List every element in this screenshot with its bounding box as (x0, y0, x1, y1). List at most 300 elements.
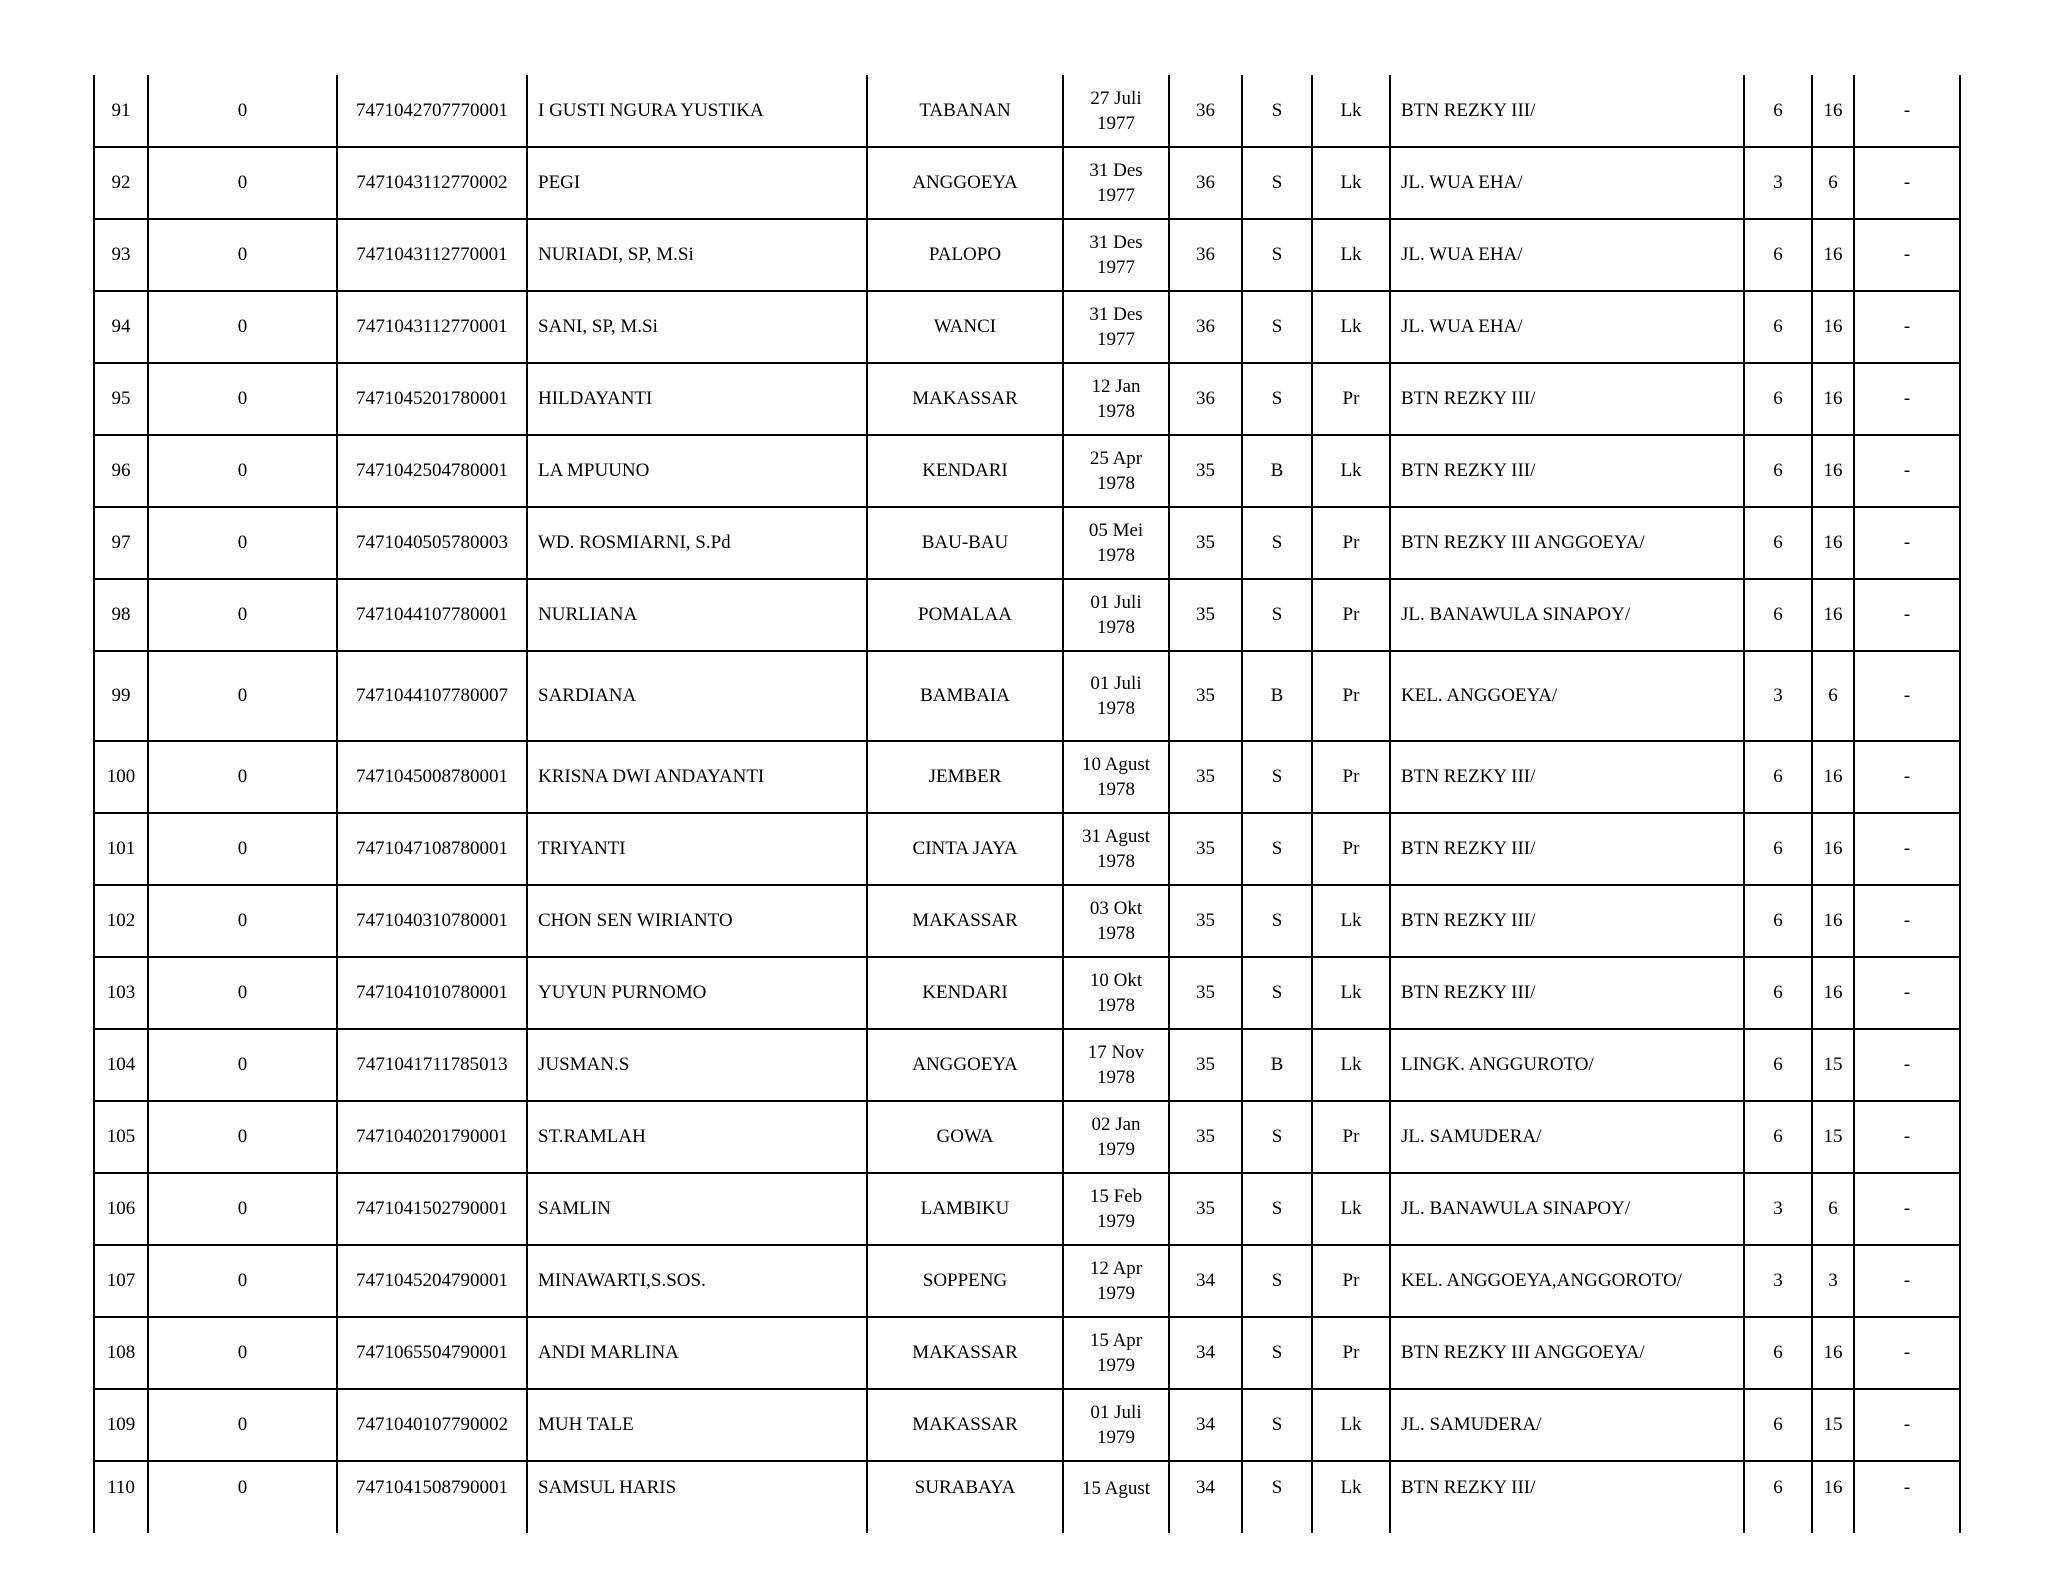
rw-cell: 16 (1812, 885, 1854, 957)
gender-cell: Lk (1312, 1173, 1390, 1245)
marital-status-cell: S (1242, 291, 1312, 363)
gender-cell: Pr (1312, 363, 1390, 435)
name-cell: JUSMAN.S (527, 1029, 867, 1101)
gender-cell: Lk (1312, 1461, 1390, 1533)
birthplace-cell: MAKASSAR (867, 885, 1063, 957)
nik-cell: 7471045204790001 (337, 1245, 527, 1317)
birthplace-cell: ANGGOEYA (867, 1029, 1063, 1101)
age-cell: 35 (1169, 507, 1242, 579)
gender-cell: Lk (1312, 1029, 1390, 1101)
name-cell: I GUSTI NGURA YUSTIKA (527, 75, 867, 147)
birth-year: 1978 (1097, 617, 1135, 638)
table-row (94, 957, 1960, 1029)
gender-cell: Pr (1312, 579, 1390, 651)
nik-cell: 7471040107790002 (337, 1389, 527, 1461)
age-cell: 35 (1169, 1029, 1242, 1101)
birth-day-month: 10 Agust (1081, 754, 1151, 775)
marital-status-cell: S (1242, 363, 1312, 435)
age-cell: 36 (1169, 75, 1242, 147)
table-row (94, 579, 1960, 651)
birth-year: 1978 (1097, 995, 1135, 1016)
address-cell: JL. WUA EHA/ (1390, 219, 1744, 291)
address-cell: BTN REZKY III ANGGOEYA/ (1390, 1317, 1744, 1389)
name-cell: PEGI (527, 147, 867, 219)
table-row (94, 885, 1960, 957)
row-number-cell: 91 (94, 75, 148, 147)
birth-year: 1979 (1097, 1355, 1135, 1376)
gender-cell: Pr (1312, 1101, 1390, 1173)
marital-status-cell: S (1242, 813, 1312, 885)
row-number-cell: 97 (94, 507, 148, 579)
birth-day-month: 31 Des (1089, 304, 1143, 325)
row-number-cell: 94 (94, 291, 148, 363)
rw-cell: 16 (1812, 507, 1854, 579)
birthdate-cell (1063, 75, 1169, 147)
gender-cell: Lk (1312, 885, 1390, 957)
marital-status-cell: S (1242, 1101, 1312, 1173)
age-cell: 34 (1169, 1317, 1242, 1389)
birthplace-cell: KENDARI (867, 435, 1063, 507)
birth-year: 1977 (1097, 257, 1135, 278)
table-row (94, 1173, 1960, 1245)
table-row (94, 219, 1960, 291)
table-row (94, 651, 1960, 741)
birth-day-month: 31 Agust (1081, 826, 1151, 847)
name-cell: HILDAYANTI (527, 363, 867, 435)
zero-cell: 0 (148, 1389, 337, 1461)
birth-day-month: 31 Des (1089, 232, 1143, 253)
marital-status-cell: S (1242, 579, 1312, 651)
birth-year: 1979 (1097, 1211, 1135, 1232)
age-cell: 35 (1169, 957, 1242, 1029)
birthdate-cell (1063, 741, 1169, 813)
zero-cell: 0 (148, 957, 337, 1029)
remarks-cell: - (1854, 1101, 1960, 1173)
address-cell: BTN REZKY III ANGGOEYA/ (1390, 507, 1744, 579)
nik-cell: 7471041502790001 (337, 1173, 527, 1245)
nik-cell: 7471045201780001 (337, 363, 527, 435)
table-row (94, 435, 1960, 507)
birth-day-month: 12 Apr (1089, 1258, 1143, 1279)
birth-year: 1977 (1097, 329, 1135, 350)
rt-cell: 3 (1744, 1245, 1812, 1317)
address-cell: JL. SAMUDERA/ (1390, 1389, 1744, 1461)
remarks-cell: - (1854, 75, 1960, 147)
gender-cell: Pr (1312, 813, 1390, 885)
gender-cell: Lk (1312, 435, 1390, 507)
age-cell: 36 (1169, 291, 1242, 363)
remarks-cell: - (1854, 957, 1960, 1029)
birthdate-cell (1063, 651, 1169, 741)
remarks-cell: - (1854, 435, 1960, 507)
address-cell: BTN REZKY III/ (1390, 1461, 1744, 1533)
zero-cell: 0 (148, 291, 337, 363)
remarks-cell: - (1854, 507, 1960, 579)
rt-cell: 3 (1744, 1173, 1812, 1245)
birth-year: 1978 (1097, 401, 1135, 422)
table-row (94, 741, 1960, 813)
birth-day-month: 15 Agust (1081, 1478, 1151, 1499)
name-cell: CHON SEN WIRIANTO (527, 885, 867, 957)
table-row (94, 147, 1960, 219)
name-cell: ST.RAMLAH (527, 1101, 867, 1173)
remarks-cell: - (1854, 741, 1960, 813)
address-cell: JL. WUA EHA/ (1390, 291, 1744, 363)
address-cell: BTN REZKY III/ (1390, 363, 1744, 435)
birthdate-cell (1063, 813, 1169, 885)
address-cell: BTN REZKY III/ (1390, 885, 1744, 957)
birth-day-month: 15 Feb (1089, 1186, 1143, 1207)
zero-cell: 0 (148, 1101, 337, 1173)
row-number-cell: 105 (94, 1101, 148, 1173)
nik-cell: 7471043112770001 (337, 291, 527, 363)
zero-cell: 0 (148, 219, 337, 291)
nik-cell: 7471043112770001 (337, 219, 527, 291)
birthdate-cell (1063, 363, 1169, 435)
remarks-cell: - (1854, 1029, 1960, 1101)
birth-day-month: 17 Nov (1087, 1042, 1145, 1063)
birthdate-cell (1063, 435, 1169, 507)
rw-cell: 15 (1812, 1101, 1854, 1173)
gender-cell: Pr (1312, 1317, 1390, 1389)
marital-status-cell: S (1242, 1389, 1312, 1461)
remarks-cell: - (1854, 1317, 1960, 1389)
marital-status-cell: S (1242, 507, 1312, 579)
rw-cell: 16 (1812, 957, 1854, 1029)
marital-status-cell: S (1242, 1461, 1312, 1533)
address-cell: BTN REZKY III/ (1390, 741, 1744, 813)
birthdate-cell (1063, 1101, 1169, 1173)
zero-cell: 0 (148, 885, 337, 957)
birth-year: 1979 (1097, 1427, 1135, 1448)
rw-cell: 16 (1812, 435, 1854, 507)
rt-cell: 6 (1744, 435, 1812, 507)
marital-status-cell: S (1242, 1173, 1312, 1245)
name-cell: SAMLIN (527, 1173, 867, 1245)
birthplace-cell: KENDARI (867, 957, 1063, 1029)
birth-year: 1978 (1097, 545, 1135, 566)
address-cell: KEL. ANGGOEYA,ANGGOROTO/ (1390, 1245, 1744, 1317)
birthplace-cell: ANGGOEYA (867, 147, 1063, 219)
birthplace-cell: MAKASSAR (867, 1317, 1063, 1389)
rw-cell: 6 (1812, 1173, 1854, 1245)
rt-cell: 3 (1744, 147, 1812, 219)
rt-cell: 6 (1744, 885, 1812, 957)
name-cell: NURLIANA (527, 579, 867, 651)
address-cell: JL. BANAWULA SINAPOY/ (1390, 579, 1744, 651)
row-number-cell: 98 (94, 579, 148, 651)
birth-day-month: 12 Jan (1091, 376, 1141, 397)
remarks-cell: - (1854, 1389, 1960, 1461)
table-row (94, 813, 1960, 885)
rt-cell: 6 (1744, 363, 1812, 435)
remarks-cell: - (1854, 363, 1960, 435)
zero-cell: 0 (148, 147, 337, 219)
name-cell: SARDIANA (527, 651, 867, 741)
rw-cell: 16 (1812, 219, 1854, 291)
birthplace-cell: GOWA (867, 1101, 1063, 1173)
name-cell: WD. ROSMIARNI, S.Pd (527, 507, 867, 579)
gender-cell: Lk (1312, 957, 1390, 1029)
row-number-cell: 110 (94, 1461, 148, 1533)
age-cell: 35 (1169, 579, 1242, 651)
birth-day-month: 31 Des (1089, 160, 1143, 181)
zero-cell: 0 (148, 1317, 337, 1389)
row-number-cell: 99 (94, 651, 148, 741)
birth-day-month: 15 Apr (1089, 1330, 1143, 1351)
table-body (94, 75, 1960, 1533)
birth-year: 1979 (1097, 1139, 1135, 1160)
gender-cell: Lk (1312, 147, 1390, 219)
marital-status-cell: S (1242, 219, 1312, 291)
rt-cell: 6 (1744, 219, 1812, 291)
birthdate-cell (1063, 507, 1169, 579)
remarks-cell: - (1854, 1173, 1960, 1245)
table-row (94, 75, 1960, 147)
age-cell: 35 (1169, 651, 1242, 741)
birth-day-month: 25 Apr (1089, 448, 1143, 469)
age-cell: 36 (1169, 363, 1242, 435)
gender-cell: Pr (1312, 741, 1390, 813)
nik-cell: 7471044107780007 (337, 651, 527, 741)
nik-cell: 7471040201790001 (337, 1101, 527, 1173)
birth-year: 1978 (1097, 1067, 1135, 1088)
birthplace-cell: MAKASSAR (867, 363, 1063, 435)
marital-status-cell: B (1242, 435, 1312, 507)
nik-cell: 7471040505780003 (337, 507, 527, 579)
birthdate-cell (1063, 1317, 1169, 1389)
birth-year: 1979 (1097, 1283, 1135, 1304)
age-cell: 35 (1169, 1173, 1242, 1245)
rt-cell: 6 (1744, 507, 1812, 579)
birthplace-cell: CINTA JAYA (867, 813, 1063, 885)
gender-cell: Lk (1312, 291, 1390, 363)
birthplace-cell: WANCI (867, 291, 1063, 363)
rt-cell: 6 (1744, 957, 1812, 1029)
rw-cell: 16 (1812, 363, 1854, 435)
birthdate-cell (1063, 1029, 1169, 1101)
rw-cell: 15 (1812, 1389, 1854, 1461)
name-cell: ANDI MARLINA (527, 1317, 867, 1389)
row-number-cell: 103 (94, 957, 148, 1029)
rt-cell: 6 (1744, 1101, 1812, 1173)
age-cell: 35 (1169, 435, 1242, 507)
marital-status-cell: B (1242, 651, 1312, 741)
birthdate-cell (1063, 885, 1169, 957)
birthdate-cell (1063, 1245, 1169, 1317)
age-cell: 35 (1169, 1101, 1242, 1173)
gender-cell: Pr (1312, 651, 1390, 741)
nik-cell: 7471045008780001 (337, 741, 527, 813)
name-cell: TRIYANTI (527, 813, 867, 885)
row-number-cell: 101 (94, 813, 148, 885)
name-cell: YUYUN PURNOMO (527, 957, 867, 1029)
address-cell: BTN REZKY III/ (1390, 435, 1744, 507)
rt-cell: 3 (1744, 651, 1812, 741)
gender-cell: Pr (1312, 507, 1390, 579)
rt-cell: 6 (1744, 741, 1812, 813)
row-number-cell: 106 (94, 1173, 148, 1245)
row-number-cell: 108 (94, 1317, 148, 1389)
marital-status-cell: S (1242, 885, 1312, 957)
zero-cell: 0 (148, 75, 337, 147)
rw-cell: 16 (1812, 1317, 1854, 1389)
resident-table (93, 75, 1961, 1533)
nik-cell: 7471043112770002 (337, 147, 527, 219)
rt-cell: 6 (1744, 1029, 1812, 1101)
rw-cell: 16 (1812, 813, 1854, 885)
remarks-cell: - (1854, 651, 1960, 741)
rt-cell: 6 (1744, 75, 1812, 147)
address-cell: BTN REZKY III/ (1390, 957, 1744, 1029)
remarks-cell: - (1854, 885, 1960, 957)
birth-year: 1977 (1097, 185, 1135, 206)
name-cell: KRISNA DWI ANDAYANTI (527, 741, 867, 813)
nik-cell: 7471041508790001 (337, 1461, 527, 1533)
row-number-cell: 107 (94, 1245, 148, 1317)
birth-year: 1978 (1097, 851, 1135, 872)
marital-status-cell: S (1242, 1317, 1312, 1389)
birthplace-cell: SOPPENG (867, 1245, 1063, 1317)
gender-cell: Lk (1312, 219, 1390, 291)
marital-status-cell: S (1242, 741, 1312, 813)
rt-cell: 6 (1744, 579, 1812, 651)
rw-cell: 6 (1812, 147, 1854, 219)
birthplace-cell: MAKASSAR (867, 1389, 1063, 1461)
row-number-cell: 92 (94, 147, 148, 219)
zero-cell: 0 (148, 1461, 337, 1533)
rt-cell: 6 (1744, 1317, 1812, 1389)
nik-cell: 7471042504780001 (337, 435, 527, 507)
birthdate-cell (1063, 291, 1169, 363)
remarks-cell: - (1854, 813, 1960, 885)
rw-cell: 16 (1812, 1461, 1854, 1533)
age-cell: 36 (1169, 219, 1242, 291)
marital-status-cell: S (1242, 147, 1312, 219)
marital-status-cell: S (1242, 957, 1312, 1029)
table-row (94, 1317, 1960, 1389)
birthdate-cell (1063, 147, 1169, 219)
age-cell: 35 (1169, 813, 1242, 885)
zero-cell: 0 (148, 813, 337, 885)
address-cell: BTN REZKY III/ (1390, 75, 1744, 147)
marital-status-cell: B (1242, 1029, 1312, 1101)
zero-cell: 0 (148, 1029, 337, 1101)
birthdate-cell (1063, 1461, 1169, 1533)
address-cell: JL. BANAWULA SINAPOY/ (1390, 1173, 1744, 1245)
rt-cell: 6 (1744, 291, 1812, 363)
birthplace-cell: LAMBIKU (867, 1173, 1063, 1245)
row-number-cell: 100 (94, 741, 148, 813)
name-cell: SANI, SP, M.Si (527, 291, 867, 363)
birthdate-cell (1063, 1389, 1169, 1461)
birth-year: 1978 (1097, 779, 1135, 800)
birthdate-cell (1063, 219, 1169, 291)
table-row (94, 363, 1960, 435)
birthplace-cell: POMALAA (867, 579, 1063, 651)
rw-cell: 16 (1812, 291, 1854, 363)
rw-cell: 3 (1812, 1245, 1854, 1317)
address-cell: BTN REZKY III/ (1390, 813, 1744, 885)
zero-cell: 0 (148, 1173, 337, 1245)
table-row (94, 1245, 1960, 1317)
age-cell: 35 (1169, 885, 1242, 957)
row-number-cell: 104 (94, 1029, 148, 1101)
zero-cell: 0 (148, 435, 337, 507)
rw-cell: 15 (1812, 1029, 1854, 1101)
birth-day-month: 27 Juli (1090, 87, 1142, 109)
nik-cell: 7471047108780001 (337, 813, 527, 885)
birthplace-cell: SURABAYA (867, 1461, 1063, 1533)
birthdate-cell (1063, 579, 1169, 651)
rt-cell: 6 (1744, 1461, 1812, 1533)
zero-cell: 0 (148, 741, 337, 813)
age-cell: 34 (1169, 1245, 1242, 1317)
rt-cell: 6 (1744, 1389, 1812, 1461)
address-cell: JL. SAMUDERA/ (1390, 1101, 1744, 1173)
age-cell: 35 (1169, 741, 1242, 813)
name-cell: SAMSUL HARIS (527, 1461, 867, 1533)
address-cell: LINGK. ANGGUROTO/ (1390, 1029, 1744, 1101)
table-row (94, 1101, 1960, 1173)
zero-cell: 0 (148, 507, 337, 579)
birth-year: 1978 (1097, 923, 1135, 944)
row-number-cell: 109 (94, 1389, 148, 1461)
name-cell: MINAWARTI,S.SOS. (527, 1245, 867, 1317)
zero-cell: 0 (148, 363, 337, 435)
nik-cell: 7471044107780001 (337, 579, 527, 651)
remarks-cell: - (1854, 291, 1960, 363)
marital-status-cell: S (1242, 75, 1312, 147)
age-cell: 36 (1169, 147, 1242, 219)
remarks-cell: - (1854, 1461, 1960, 1533)
remarks-cell: - (1854, 1245, 1960, 1317)
birth-day-month: 01 Juli (1090, 1402, 1142, 1423)
table-row (94, 1389, 1960, 1461)
age-cell: 34 (1169, 1461, 1242, 1533)
birthplace-cell: BAU-BAU (867, 507, 1063, 579)
name-cell: LA MPUUNO (527, 435, 867, 507)
birth-year: 1977 (1097, 112, 1135, 134)
resident-table-page (93, 75, 1961, 1533)
nik-cell: 7471042707770001 (337, 75, 527, 147)
remarks-cell: - (1854, 219, 1960, 291)
remarks-cell: - (1854, 579, 1960, 651)
marital-status-cell: S (1242, 1245, 1312, 1317)
birthplace-cell: JEMBER (867, 741, 1063, 813)
name-cell: NURIADI, SP, M.Si (527, 219, 867, 291)
birth-day-month: 05 Mei (1088, 520, 1144, 541)
zero-cell: 0 (148, 1245, 337, 1317)
zero-cell: 0 (148, 651, 337, 741)
birth-day-month: 10 Okt (1089, 970, 1143, 991)
row-number-cell: 93 (94, 219, 148, 291)
nik-cell: 7471041711785013 (337, 1029, 527, 1101)
address-cell: JL. WUA EHA/ (1390, 147, 1744, 219)
rt-cell: 6 (1744, 813, 1812, 885)
birthplace-cell: PALOPO (867, 219, 1063, 291)
table-row (94, 1029, 1960, 1101)
rw-cell: 6 (1812, 651, 1854, 741)
table-row (94, 291, 1960, 363)
birth-year: 1978 (1097, 698, 1135, 719)
row-number-cell: 102 (94, 885, 148, 957)
birth-year: 1978 (1097, 473, 1135, 494)
birth-day-month: 03 Okt (1089, 898, 1143, 919)
birthplace-cell: TABANAN (867, 75, 1063, 147)
age-cell: 34 (1169, 1389, 1242, 1461)
table-row (94, 507, 1960, 579)
